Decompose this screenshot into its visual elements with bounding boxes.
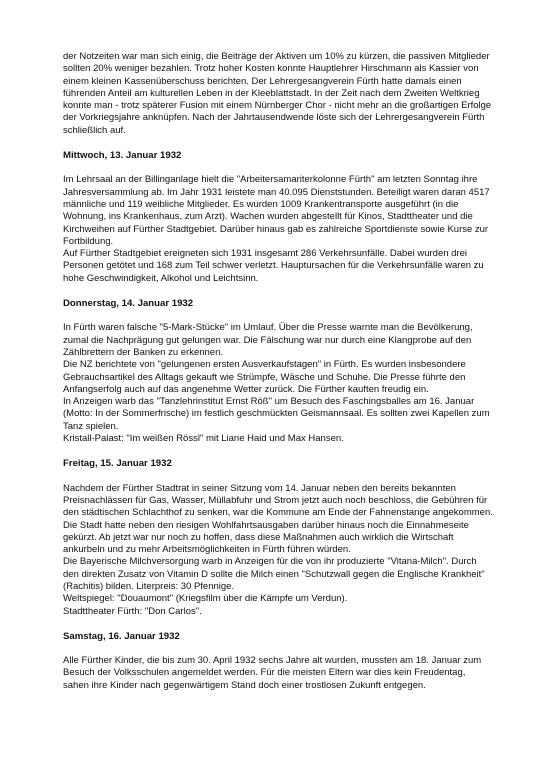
entry-paragraph: Alle Fürther Kinder, die bis zum 30. April 1932 sechs Jahre alt wurden, mussten am 18. Januar zum Besuch der Volksschulen angemeldet werden. Für die meisten Eltern war dies kein Freudentag, sahen ihre Kinder nach gegenwärtigem Stand doch einer trostlosen Zukunft entgegen. [63, 655, 482, 691]
entry-paragraph: In Fürth waren falsche "5-Mark-Stücke" im Umlauf. Über die Presse warnte man die Bevölkerung, zumal die Nachprägung gut gelungen war. Die Fälschung war nur durch eine Klangprobe auf den Zählbrettern der Banken zu erkennen. [63, 322, 473, 358]
entry-body [63, 174, 493, 285]
entry-2025-01-13 [63, 150, 493, 285]
intro-paragraph: der Notzeiten war man sich einig, die Beiträge der Aktiven um 10% zu kürzen, die passiven Mitglieder sollten 20% weniger bezahlen. Trotz hoher Kosten konnte Hauptlehrer Hirschmann als Kassier von einem kleinen Kassenüberschuss berichten. Der Lehrergesangverein Fürth hatte damals einen führenden Anteil am kulturellen Leben in der Kleeblattstadt. In der Zeit nach dem Zweiten Weltkrieg konnte man - trotz späterer Fusion mit einem Nürnberger Chor - nicht mehr an die großartigen Erfolge der Vorkriegsjahre anknüpfen. Nach der Jahrtausendwende löste sich der Lehrergesangverein Fürth schließlich auf. [63, 51, 492, 136]
entry-paragraph: Stadttheater Fürth: "Don Carlos". [63, 605, 202, 617]
entry-date-heading: Freitag, 15. Januar 1932 [63, 458, 172, 470]
entry-paragraph: Weltspiegel: "Douaumont" (Kriegsfilm über die Kämpfe um Verdun). [63, 593, 348, 605]
entry-paragraph: Auf Fürther Stadtgebiet ereigneten sich 1931 insgesamt 286 Verkehrsunfälle. Dabei wurden drei Personen getötet und 168 zum Teil schwer verletzt. Hauptursachen für die Verkehrsunfälle waren zu hohe Geschwindigkeit, Alkohol und Leichtsinn. [63, 248, 484, 284]
entry-paragraph: Kristall-Palast: "Im weißen Rössl" mit Liane Haid und Max Hansen. [63, 433, 344, 445]
entry-paragraph: Die NZ berichtete von "gelungenen ersten Ausverkaufstagen" in Fürth. Es wurden insbesondere Gebrauchsartikel des Alltags gekauft wie Strümpfe, Wäsche und Schuhe. Die Presse führte den Anfangserfolg auch auf das angenehme Wetter zurück. Die Fürther kauften freudig ein. [63, 359, 466, 395]
entry-paragraph: Die Bayerische Milchversorgung warb in Anzeigen für die von ihr produzierte "Vitana-Milch". Durch den direkten Zusatz von Vitamin D sollte die Milch einen "Schutzwall gegen die Englische Krankheit" (Rachitis) bilden. Literpreis: 30 Pfennige. [63, 556, 485, 592]
entry-body [63, 483, 493, 618]
entry-paragraph: In Anzeigen warb das "Tanzlehrinstitut Ernst Röß" um Besuch des Faschingsballes am 16. Januar (Motto: In der Sommerfrische) im festlich geschmückten Geismannsaal. Es sollten zwei Kapellen zum Tanz spielen. [63, 396, 490, 432]
entry-2025-01-14 [63, 298, 493, 445]
entry-date-heading: Mittwoch, 13. Januar 1932 [63, 150, 182, 162]
entry-paragraph: Nachdem der Fürther Stadtrat in seiner Sitzung vom 14. Januar neben den bereits bekannten Preisnachlässen für Gas, Wasser, Müllabfuhr und Strom jetzt auch noch beschloss, die Gebühren für den städtischen Schlachthof zu senken, war die Kommune am Ende der Fahnenstange angekommen. Die Stadt hatte neben den riesigen Wohlfahrtsausgaben darüber hinaus noch die Einnahmeseite gekürzt. Ab jetzt war nur noch zu hoffen, dass diese Maßnahmen auch wirklich die Wirtschaft ankurbeln und zu mehr Arbeitsmöglichkeiten in Fürth führen würden. [63, 482, 493, 556]
entry-2025-01-15 [63, 458, 493, 618]
entry-body [63, 655, 493, 692]
entry-body [63, 322, 493, 445]
entry-date-heading: Donnerstag, 14. Januar 1932 [63, 298, 194, 310]
entry-paragraph: Im Lehrsaal an der Billinganlage hielt die "Arbeitersamariterkolonne Fürth" am letzten Sonntag ihre Jahresversammlung ab. Im Jahr 1931 leistete man 40.095 Dienststunden. Beteiligt waren daran 4517 männliche und 119 weibliche Mitglieder. Es wurden 1009 Krankentransporte ausgeführt (in die Wohnung, ins Krankenhaus, zum Arzt). Wachen wurden abgestellt für Kinos, Stadttheater und die Kirchweihen auf Fürther Stadtgebiet. Darüber hinaus gab es zahlreiche Sportdienste sowie Kurse zur Fortbildung. [63, 174, 490, 247]
entry-date-heading: Samstag, 16. Januar 1932 [63, 630, 180, 642]
entry-2025-01-16 [63, 631, 493, 692]
